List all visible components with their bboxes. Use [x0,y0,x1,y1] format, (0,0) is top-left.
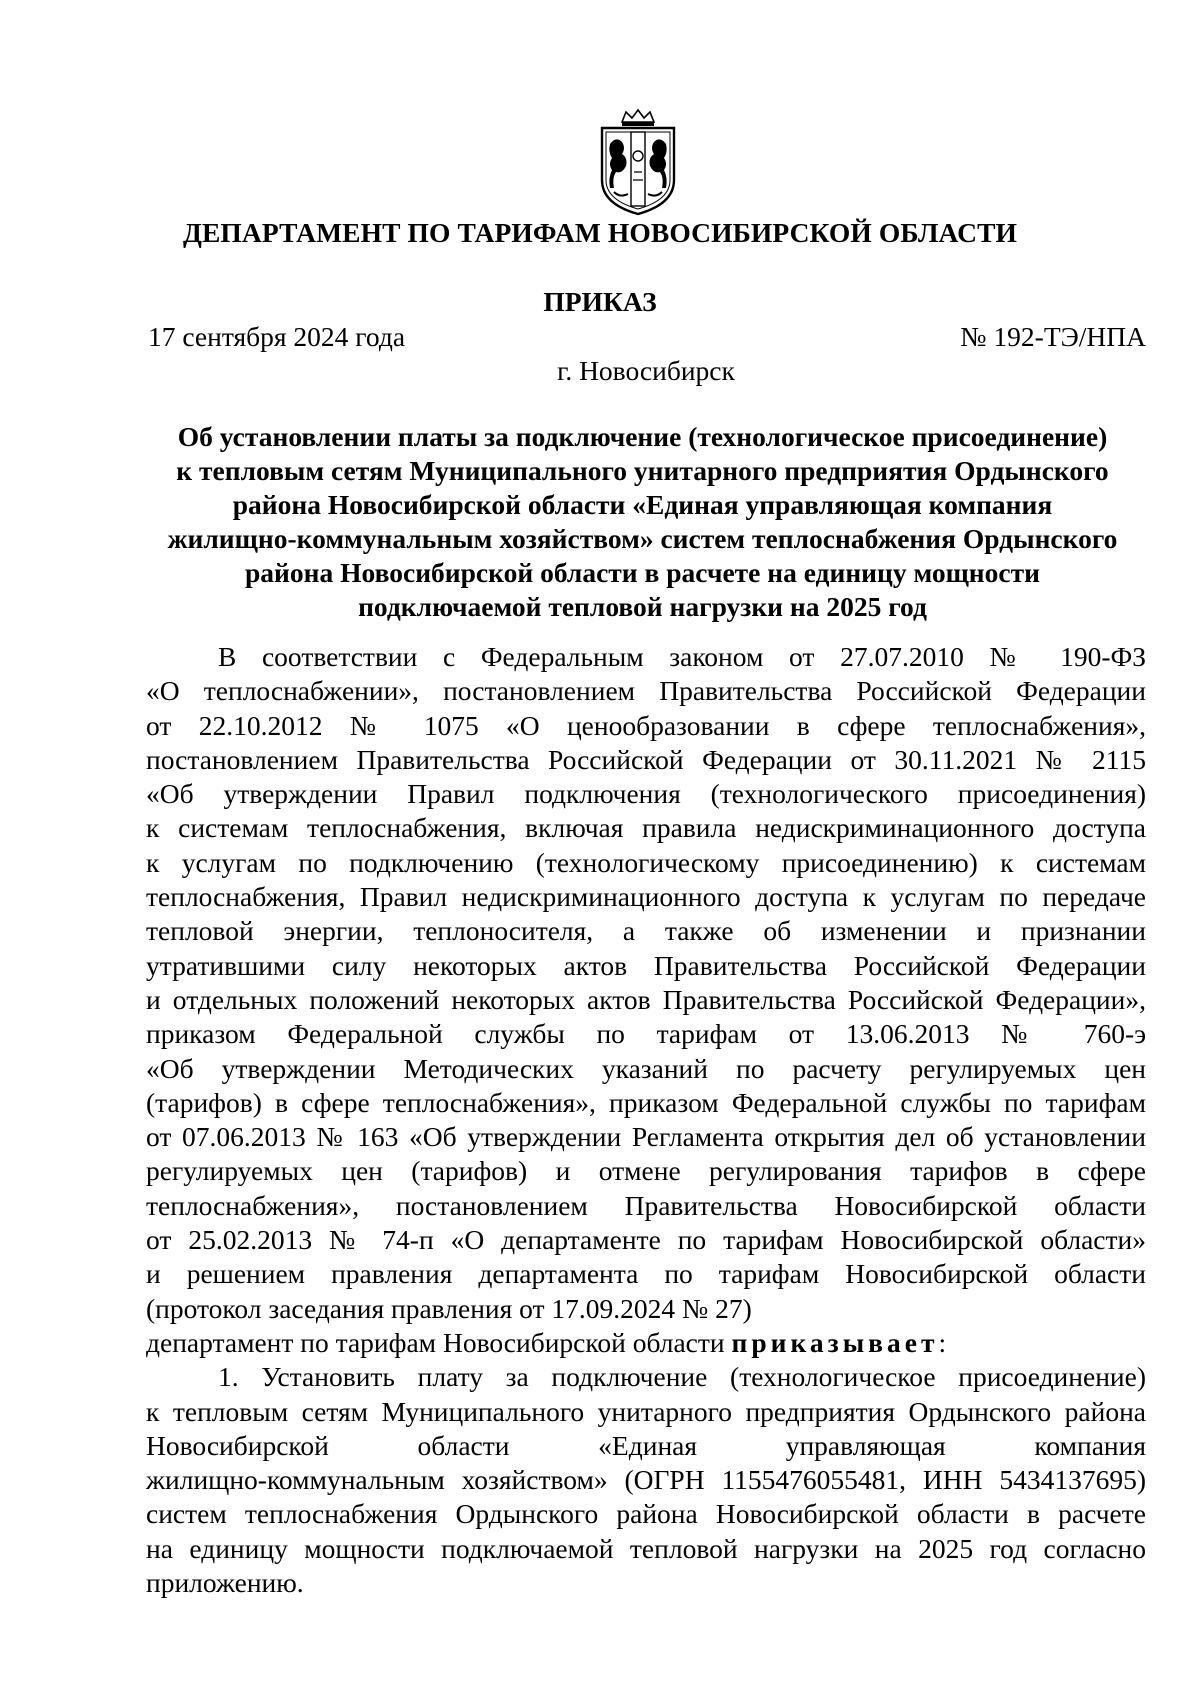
subject-line: района Новосибирской области в расчете на единицу мощности [245,557,1040,588]
item-1-paragraph [146,1360,1146,1600]
department-name: ДЕПАРТАМЕНТ ПО ТАРИФАМ НОВОСИБИРСКОЙ ОБЛАСТИ [182,217,1018,248]
orders-prefix: департамент по тарифам Новосибирской области [146,1326,732,1358]
orders-suffix: : [938,1326,947,1358]
item-line: приложению. [146,1567,304,1599]
subject-line: района Новосибирской области «Единая управляющая компания [232,489,1053,520]
item-line: к тепловым сетям Муниципального унитарного предприятия Ордынского района [146,1395,1146,1427]
preamble-line: регулируемых цен (тарифов) и отмене регулирования тарифов в сфере [146,1155,1146,1187]
item-line: жилищно-коммунальным хозяйством» (ОГРН 1155476055481, ИНН 5434137695) [146,1464,1146,1496]
preamble-line: от 22.10.2012 № 1075 «О ценообразовании в сфере теплоснабжения», [146,709,1146,741]
document-date: 17 сентября 2024 года [148,321,406,352]
preamble-line: (тарифов) в сфере теплоснабжения», приказом Федеральной службы по тарифам [146,1086,1146,1118]
subject-line: жилищно-коммунальным хозяйством» систем теплоснабжения Ордынского [167,523,1118,554]
preamble-line: постановлением Правительства Российской Федерации от 30.11.2021 № 2115 [146,743,1146,775]
subject-line: Об установлении платы за подключение (технологическое присоединение) [177,421,1108,452]
preamble-line: (протокол заседания правления от 17.09.2024 № 27) [146,1292,752,1324]
document-city: г. Новосибирск [557,355,735,386]
preamble-line: к услугам по подключению (технологическому присоединению) к системам [146,846,1146,878]
preamble-line: В соответствии с Федеральным законом от 27.07.2010 № 190-ФЗ [218,641,1146,672]
preamble-line: приказом Федеральной службы по тарифам от 13.06.2013 № 760-э [146,1018,1146,1050]
document-subject [140,420,1145,624]
item-line: на единицу мощности подключаемой тепловой нагрузки на 2025 год согласно [146,1532,1146,1564]
orders-line [146,1326,1146,1360]
preamble-line: «Об утверждении Правил подключения (технологического присоединения) [146,778,1146,810]
preamble-line: утратившими силу некоторых актов Правительства Российской Федерации [146,949,1146,981]
document-type: ПРИКАЗ [543,286,657,317]
preamble-line: и отдельных положений некоторых актов Правительства Российской Федерации», [146,983,1146,1015]
preamble-line: теплоснабжения», постановлением Правительства Новосибирской области [146,1189,1146,1221]
document-number: № 192-ТЭ/НПА [960,321,1146,352]
preamble-line: от 25.02.2013 № 74-п «О департаменте по тарифам Новосибирской области» [146,1224,1146,1256]
item-line: Новосибирской области «Единая управляющая компания [146,1429,1146,1461]
preamble-line: от 07.06.2013 № 163 «Об утверждении Регламента открытия дел об установлении [146,1121,1146,1153]
preamble-line: и решением правления департамента по тарифам Новосибирской области [146,1258,1146,1290]
document-body [146,640,1146,1600]
preamble-line: «О теплоснабжении», постановлением Правительства Российской Федерации [146,675,1146,707]
preamble-line: «Об утверждении Методических указаний по расчету регулируемых цен [146,1052,1146,1084]
preamble-line: к системам теплоснабжения, включая правила недискриминационного доступа [146,812,1146,844]
coat-of-arms-icon [592,108,684,218]
preamble-line: тепловой энергии, теплоносителя, а также об изменении и признании [146,915,1146,947]
item-line: 1. Установить плату за подключение (технологическое присоединение) [218,1361,1146,1393]
preamble-line: теплоснабжения, Правил недискриминационного доступа к услугам по передаче [146,881,1146,913]
subject-line: к тепловым сетям Муниципального унитарного предприятия Ордынского [176,455,1109,486]
item-line: систем теплоснабжения Ордынского района Новосибирской области в расчете [146,1498,1146,1530]
subject-line: подключаемой тепловой нагрузки на 2025 год [358,591,927,622]
preamble-paragraph [146,640,1146,1360]
orders-word: приказывает [731,1326,939,1358]
